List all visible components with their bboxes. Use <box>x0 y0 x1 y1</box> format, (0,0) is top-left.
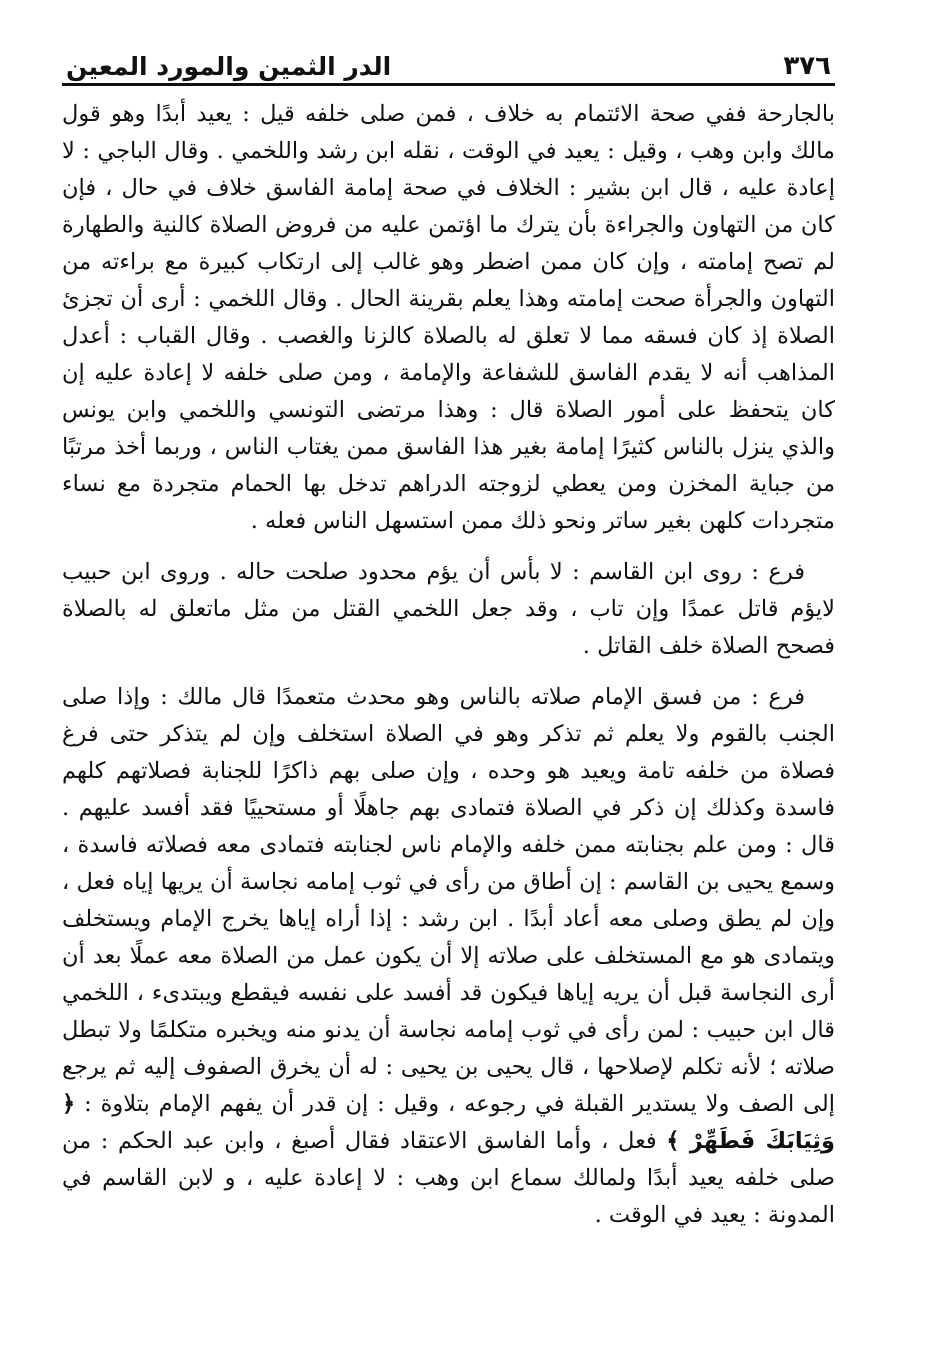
paragraph-3-far <box>62 679 835 1234</box>
paragraph-3-text-after: فعل ، وأما الفاسق الاعتقاد فقال أصبغ ، وابن عبد الحكم : من صلى خلفه يعيد أبدًا ولمالك سماع ابن وهب : لا إعادة عليه ، و لابن القاسم في المدونة : يعيد في الوقت . <box>62 1128 835 1228</box>
quran-verse: ﴿ وَثِيَابَكَ فَطَهِّرْ ﴾ <box>62 1091 835 1154</box>
paragraph-2-far: فرع : روى ابن القاسم : لا بأس أن يؤم محدود صلحت حاله . وروى ابن حبيب لايؤم قاتل عمدًا وإن تاب ، وقد جعل اللخمي القتل من مثل ماتعلق له بالصلاة فصحح الصلاة خلف القاتل . <box>62 559 835 659</box>
page-header <box>62 38 835 86</box>
paragraph-1: بالجارحة ففي صحة الائتمام به خلاف ، فمن صلى خلفه قيل : يعيد أبدًا وهو قول مالك وابن وهب ، وقيل : يعيد في الوقت ، نقله ابن رشد واللخمي . وقال الباجي : لا إعادة عليه ، قال ابن بشير : الخلاف في صحة إمامة الفاسق خلاف في حال ، فإن كان من التهاون والجراءة بأن يترك ما اؤتمن عليه من فروض الصلاة كالنية والطهارة لم تصح إمامته ، وإن كان ممن اضطر وهو غالب إلى ارتكاب كبيرة مع براءته من التهاون والجرأة صحت إمامته وهذا يعلم بقرينة الحال . وقال اللخمي : أرى أن تجزئ الصلاة إذ كان فسقه مما لا تعلق له بالصلاة كالزنا والغصب . وقال القباب : أعدل المذاهب أنه لا يقدم الفاسق للشفاعة والإمامة ، ومن صلى خلفه لا إعادة عليه إن كان يتحفظ على أمور الصلاة قال : وهذا مرتضى التونسي واللخمي وابن يونس والذي ينزل بالناس كثيرًا إمامة بغير هذا الفاسق ممن يغتاب الناس ، وربما أخذ مرتبًا من جباية المخزن ومن يعطي لزوجته الدراهم تدخل بها الحمام متجردة مع نساء متجردات كلهن بغير ساتر ونحو ذلك ممن استسهل الناس فعله . <box>62 101 835 534</box>
running-title: الدر الثمين والمورد المعين <box>66 52 392 81</box>
paragraph-3-text-before: فرع : من فسق الإمام صلاته بالناس وهو محدث متعمدًا قال مالك : وإذا صلى الجنب بالقوم ولا يعلم ثم تذكر وهو في الصلاة استخلف وإن لم يتذكر حتى فرغ فصلاة من خلفه تامة ويعيد هو وحده ، وإن صلى بهم ذاكرًا للجنابة فصلاتهم كلهم فاسدة وكذلك إن ذكر في الصلاة فتمادى بهم جاهلًا أو مستحييًا فقد أفسد عليهم . قال : ومن علم بجنابته ممن خلفه والإمام ناس لجنابته فتمادى معه فصلاته فاسدة ، وسمع يحيى بن القاسم : إن أطاق من رأى في ثوب إمامه نجاسة أن يريها إياه فعل ، وإن لم يطق وصلى معه أعاد أبدًا . ابن رشد : إذا أراه إياها يخرج الإمام ويستخلف ويتمادى هو مع المستخلف على صلاته إلا أن يكون عمل من الصلاة معه عملًا بعد أن أرى النجاسة قبل أن يريه إياها فيكون قد أفسد على نفسه فيقطع ويبتدىء ، اللخمي قال ابن حبيب : لمن رأى في ثوب إمامه نجاسة أن يدنو منه ويخبره متكلمًا ولا تبطل صلاته ؛ لأنه تكلم لإصلاحها ، قال يحيى بن يحيى : له أن يخرق الصفوف إليه ثم يرجع إلى الصف ولا يستدير القبلة في رجوعه ، وقيل : إن قدر أن يفهم الإمام بتلاوة : <box>62 684 835 1117</box>
body-text <box>62 96 835 1234</box>
page-number: ٣٧٦ <box>783 51 831 81</box>
